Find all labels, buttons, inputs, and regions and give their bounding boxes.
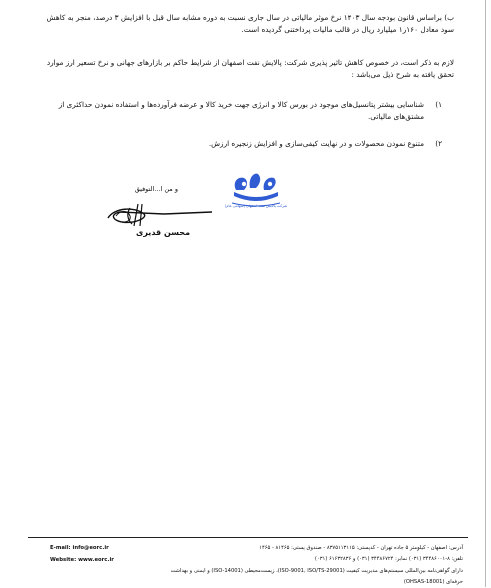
list-item-text: متنوع نمودن محصولات و در نهایت کیفی‌سازی و افزایش زنجیره ارزش. xyxy=(208,139,424,148)
paragraph-tax-rate: ب) براساس قانون بودجه سال ۱۴۰۳ نرخ موثر مالیاتی در سال جاری نسبت به دوره مشابه سال قبل با افزایش ۳ درصد، منجر به کاهش سود معادل ۱۶۰ر۱ میلیارد ریال در قالب مالیات پرداختنی گردیده است. xyxy=(46,13,454,34)
footer-address: آدرس: اصفهان - کیلومتر ۵ جاده تهران - کدپستی: ۸۳۷۵۱۱۳۱۱۵ - صندوق پستی: ۸۱۴۶۵ - ۱۴۶۵ xyxy=(259,545,463,551)
logo-caption: شرکت پالایش نفت اصفهان (سهامی عام) xyxy=(224,204,288,208)
footer-email: E-mail: info@eorc.ir xyxy=(50,545,109,551)
footer-website: Website: www.eorc.ir xyxy=(50,557,114,563)
company-logo-icon xyxy=(224,172,288,208)
list-item xyxy=(34,99,442,123)
signer-name: محسن قدیری xyxy=(136,228,191,237)
closing-salutation: و من ا...التوفیق xyxy=(134,185,178,193)
page-border-right xyxy=(485,0,486,587)
handwritten-signature xyxy=(104,200,216,230)
list-item xyxy=(34,138,442,150)
footer-phones: تلفن: ۸-۳۴۴۸۶۰۰۱ (۰۳۱) نمابر: ۳۴۴۸۶۷۲۴ (۰۳۱) و ۶۱۶۳۲۸۳۶ (۰۳۱) xyxy=(314,556,463,562)
list-item-text: شناسایی بیشتر پتانسیل‌های موجود در بورس کالا و انرژی جهت خرید کالا و عرضه فرآورده‌ها و استفاده نمودن حداکثری از مشتق‌های مالیاتی. xyxy=(58,100,424,121)
footer-divider xyxy=(28,537,468,538)
footer-certifications: دارای گواهی‌نامه بین‌المللی سیستم‌های مدیریت کیفیت (ISO-9001, ISO/TS-29001)، زیست‌محیطی (ISO-14001) و ایمنی و بهداشت حرفه‌ای (OHSAS-18001) xyxy=(170,568,463,585)
list-item-number: ۱) xyxy=(435,100,442,109)
paragraph-currency-risk: لازم به ذکر است، در خصوص کاهش تاثیر پذیری شرکت: پالایش نفت اصفهان از شرایط حاکم بر بازارهای جهانی و نرخ تسعیر ارز موارد تحقق یافته به شرح ذیل می‌باشد : xyxy=(46,58,454,79)
list-item-number: ۲) xyxy=(435,139,442,148)
